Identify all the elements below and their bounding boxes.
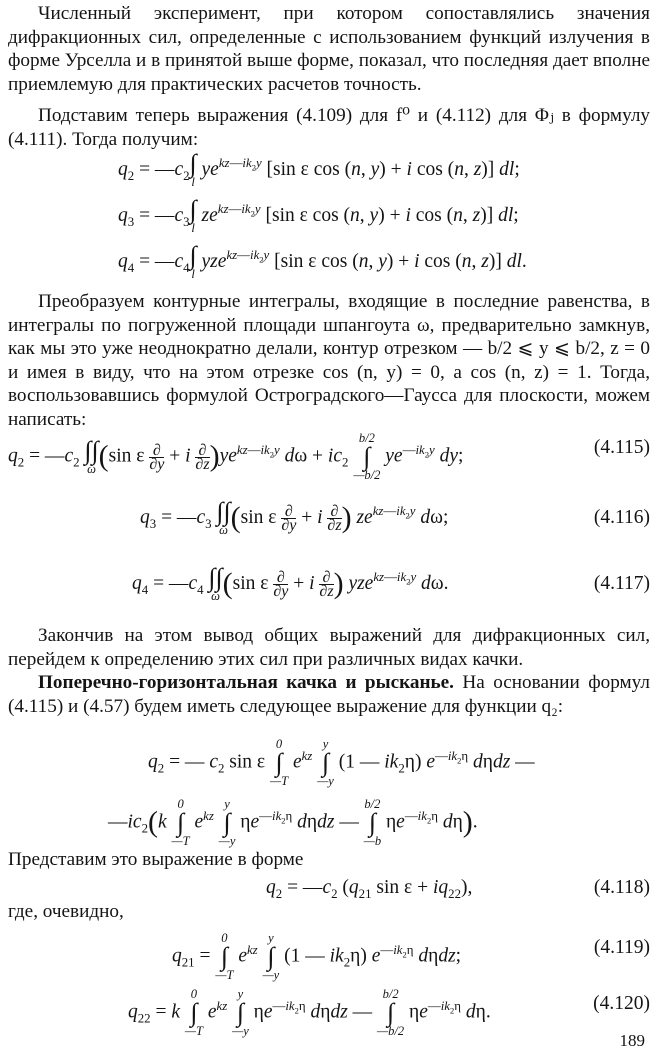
paragraph-conclusion: Закончив на этом вывод общих выражений для дифракционных сил, перейдем к определению этих сил при различных видах качки. [8, 625, 650, 670]
section-text-sway-yaw: На основании формул (4.115) и (4.57) будем иметь следующее выражение для функции q₂: [8, 672, 650, 717]
equation-q2-contour: $q_2$ = $—c_2$ ∫ l $ye^{kz—ik_2y}$ [sin ε cos (n, y) + i cos (n, z)] dl; [118, 149, 520, 189]
equation-4-116: $q_3$ = $—c_3$ ∫∫ ω (sin ε ∂ ∂y + i ∂ ∂z ) $ze^{kz—ik_2y}$ dω; [140, 497, 449, 537]
equation-4-119: $q_{21}$ = 0 ∫ —T $e^{kz}$ y ∫ —y (1 — $ik_2\eta$) $e^{—ik_2\eta}$ dηdz; [172, 931, 462, 982]
paragraph-substitute: Подставим теперь выражения (4.109) для f⁰ и (4.112) для Φⱼ в формулу (4.111). Тогда получим: [8, 105, 650, 150]
equation-4-118: $q_2$ = $—c_2$ ($q_{21}$ $\sin \varepsilon + iq_{22}$), [266, 877, 473, 901]
paragraph-represent: Представим это выражение в форме [8, 849, 304, 870]
paragraph-transform: Преобразуем контурные интегралы, входящие в последние равенства, в интегралы по погруженной площади шпангоута ω, предварительно замкнув, как мы это уже неоднократно делали, контур отрезком — b/2 ⩽ y ⩽ b/2, z = 0 и имея в виду, что на этом отрезке cos (n, y) = 0, а cos (n, z) = 1. Тогда, воспользовавшись формулой Остроградского—Гаусса для плоскости, можем написать: [8, 291, 650, 430]
equation-4-117: $q_4$ = $—c_4$ ∫∫ ω (sin ε ∂ ∂y + i ∂ ∂z ) yze$^{kz—ik_2y}$ dω. [132, 563, 449, 603]
equation-number-4-115: (4.115) [593, 437, 650, 458]
equation-number-4-120: (4.120) [593, 993, 650, 1014]
paragraph-where: где, очевидно, [8, 901, 124, 922]
equation-q2-expanded-line2: $—ic_2(k$ 0 ∫ —T $e^{kz}$ y ∫ —y $\eta e^{—ik_2\eta}$ dηdz — b/2 ∫ —b $\eta e^{—ik_2\eta}$ dη). [108, 797, 478, 848]
equation-q3-contour: $q_3$ = $—c_3$ ∫ l $ze^{kz—ik_2y}$ [sin ε cos (n, y) + i cos (n, z)] dl; [118, 195, 519, 235]
equation-q2-expanded-line1: $q_2$ = — $c_2$ sin ε 0 ∫ —T $e^{kz}$ y ∫ —y (1 — $ik_2\eta$) $e^{—ik_2\eta}$ dηdz — [148, 737, 535, 788]
equation-number-4-117: (4.117) [593, 573, 650, 594]
equation-4-115: $q_2$ = $—c_2$ ∫∫ ω (sin ε ∂ ∂y + i ∂ ∂z )$ye^{kz—ik_2y}$ $d\omega + ic_2$ b/2 ∫ —b/2 $ye^{—ik_2y}$ dy; [8, 431, 464, 482]
equation-q4-contour: $q_4$ = $—c_4$ ∫ l yze$^{kz—ik_2y}$ [sin ε cos (n, y) + i cos (n, z)] dl. [118, 241, 527, 281]
section-heading-sway-yaw: Поперечно-горизонтальная качка и рысканье. [38, 672, 454, 693]
equation-number-4-118: (4.118) [593, 877, 650, 898]
equation-number-4-119: (4.119) [593, 937, 650, 958]
page-number: 189 [619, 1031, 645, 1050]
paragraph-sway-yaw [8, 671, 650, 718]
equation-number-4-116: (4.116) [593, 507, 650, 528]
paragraph-intro: Численный эксперимент, при котором сопоставлялись значения дифракционных сил, определенные с использованием функций излучения в форме Урселла и в принятой выше форме, показал, что последняя дает вполне приемлемую для практических расчетов точность. [8, 3, 650, 95]
equation-4-120: $q_{22} = k$ 0 ∫ —T $e^{kz}$ y ∫ —y $\eta e^{—ik_2\eta}$ dηdz — b/2 ∫ —b/2 $\eta e^{—ik_2\eta}$ dη. [128, 987, 491, 1038]
